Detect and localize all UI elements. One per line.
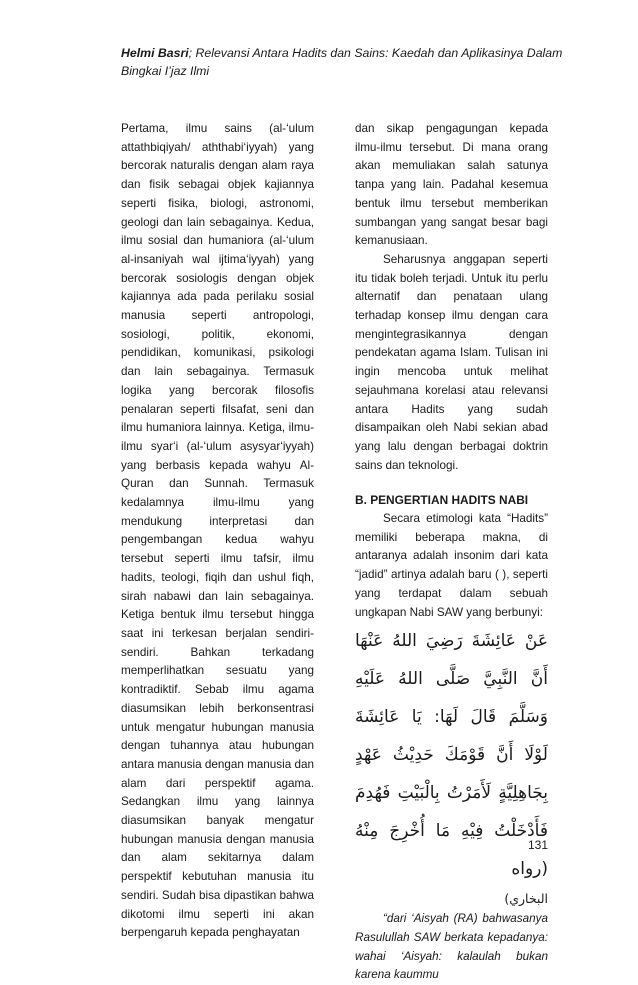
page-number: 131 — [528, 838, 549, 852]
arabic-hadith-source: البخاري) — [504, 891, 548, 907]
hadith-translation: “dari ‘Aisyah (RA) bahwasanya Rasulullah SAW berkata kepadanya: wahai ‘Aisyah: kalaulah bukan karena kaummu — [355, 912, 548, 982]
left-column — [121, 120, 314, 943]
body-paragraph-continued: dan sikap pengagungan kepada ilmu-ilmu tersebut. Di mana orang akan memuliakan salah satunya tanpa yang lain. Padahal kesemua bentuk ilmu tersebut memberikan sumbangan yang sangat besar bagi kemanusiaan. — [355, 122, 548, 248]
section-heading: B. PENGERTIAN HADITS NABI — [355, 493, 529, 508]
arabic-hadith: عَنْ عَائِشَةَ رَضِيَ اللهُ عَنْهَا أَنَّ النَّبِيَّ صَلَّى اللهُ عَلَيْهِ وَسَلَّمَ قَالَ لَهَا: يَا عَائِشَةَ لَوْلَا أَنَّ قَوْمَكَ حَدِيْثُ عَهْدٍ بِجَاهِلِيَّةٍ لَأَمَرْتُ بِالْبَيْتِ فَهُدِمَ فَأَدْخَلْتُ فِيْهِ مَا أُخْرِجَ مِنْهُ (رواه — [355, 631, 548, 880]
body-paragraph: Pertama, ilmu sains (al-‘ulum attathbiqiyah/ aththabi‘iyyah) yang bercorak naturalis dengan alam raya dan fisik sebagai objek kajiannya seperti fisika, biologi, astronomi, geologi dan lain sebagainya. Kedua, ilmu sosial dan humaniora (al-‘ulum al-insaniyah wal ijtima‘iyyah) yang bercorak sosiologis dengan objek kajiannya ada pada perilaku sosial manusia seperti antropologi, sosiologi, politik, ekonomi, pendidikan, komunikasi, psikologi dan lain sebagainya. Termasuk logika yang bercorak filosofis penalaran seperti filsafat, seni dan ilmu humaniora lainnya. Ketiga, ilmu-ilmu syar‘i (al-‘ulum asysyar‘iyyah) yang berbasis kepada wahyu Al-Quran dan Sunnah. Termasuk kedalamnya ilmu-ilmu yang mendukung interpretasi dan pengembangan kedua wahyu tersebut seperti ilmu tafsir, ilmu hadits, teologi, fiqih dan ushul fiqh, sirah nabawi dan lain sebagainya. Ketiga bentuk ilmu tersebut hingga saat ini terkesan berjalan sendiri-sendiri. Bahkan terkadang memperlihatkan sesuatu yang kontradiktif. Sebab ilmu agama diasumsikan lebih berkonsentrasi untuk mengatur hubungan manusia dengan tuhannya atau hubungan antara manusia dengan manusia dan alam dari perspektif agama. Sedangkan ilmu yang lainnya diasumsikan banyak mengatur hubungan manusia dengan manusia dan alam sekitarnya dalam perspektif kebutuhan manusia itu sendiri. Sudah bisa dipastikan bahwa dikotomi ilmu seperti ini akan berpengaruh kepada penghayatan — [121, 122, 314, 940]
body-paragraph-seharusnya: Seharusnya anggapan seperti itu tidak boleh terjadi. Untuk itu perlu alternatif dan penataan ulang terhadap konsep ilmu dengan cara mengintegrasikannya dengan pendekatan agama Islam. Tulisan ini ingin mencoba untuk melihat sejauhmana korelasi atau relevansi antara Hadits yang sudah disampaikan oleh Nabi sekian abad yang lalu dengan berbagai doktrin sains dan teknologi. — [355, 252, 548, 472]
section-spacer — [355, 475, 548, 491]
section-paragraph: Secara etimologi kata “Hadits” memiliki beberapa makna, di antaranya adalah insonim dari kata “jadid” artinya adalah baru ( ), seperti yang terdapat dalam sebuah ungkapan Nabi SAW yang berbunyi: — [355, 512, 548, 619]
header-title: ; Relevansi Antara Hadits dan Sains: Kaedah dan Aplikasinya Dalam Bingkai I’jaz Ilmi — [121, 46, 563, 78]
right-column — [355, 120, 548, 985]
header-author: Helmi Basri — [121, 46, 189, 60]
running-header — [121, 44, 571, 80]
